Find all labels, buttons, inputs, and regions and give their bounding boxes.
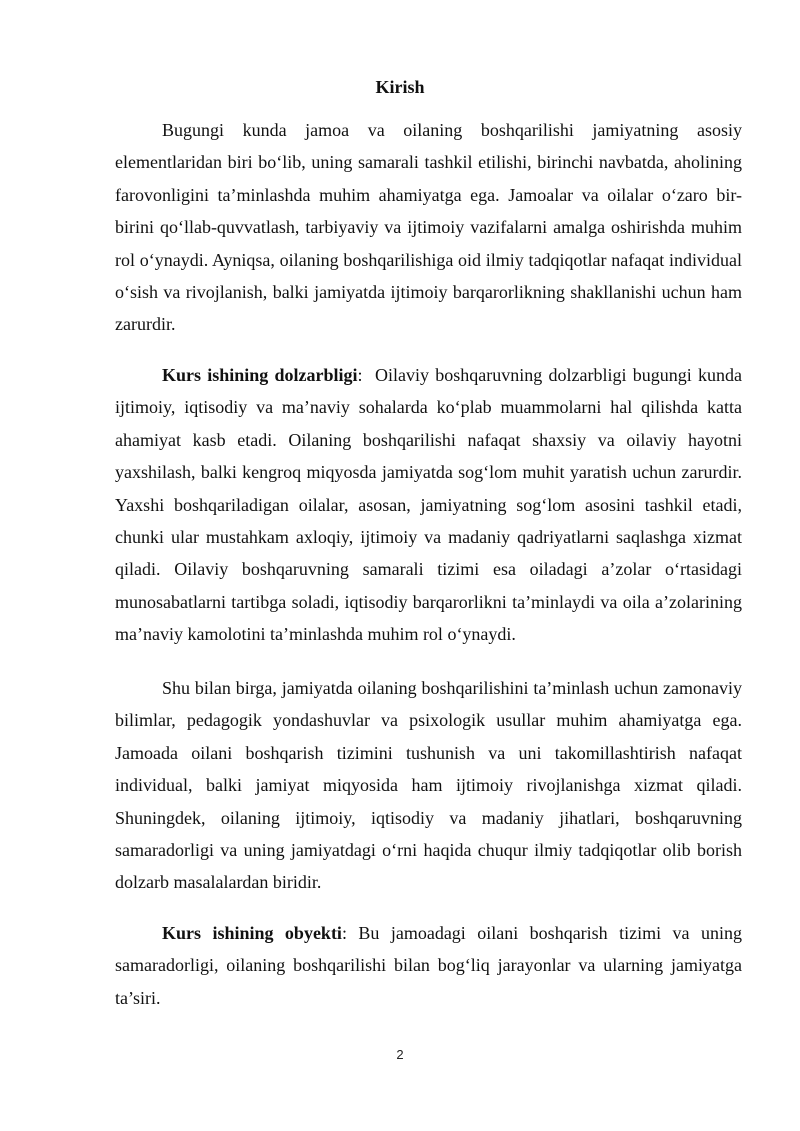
paragraph-text: Shu bilan birga, jamiyatda oilaning boshqarilishini ta’minlash uchun zamonaviy bilimlar, pedagogik yondashuvlar va psixologik usullar muhim ahamiyatga ega. Jamoada oilani boshqarish tizimini tushunish va uni takomillashtirish nafaqat individual, balki jamiyat miqyosida ham ijtimoiy rivojlanishga xizmat qiladi. Shuningdek, oilaning ijtimoiy, iqtisodiy va madaniy jihatlari, boshqaruvning samaradorligi va uning jamiyatdagi o‘rni haqida chuqur ilmiy tadqiqotlar olib borish dolzarb masalalardan biridir. xyxy=(115,678,742,893)
paragraph-text: Bu jamoadagi oilani boshqarish tizimi va uning samaradorligi, oilaning boshqarilishi bilan bog‘liq jarayonlar va ularning jamiyatga ta’siri. xyxy=(115,923,742,1008)
page-title: Kirish xyxy=(375,77,425,97)
paragraph-introduction xyxy=(115,114,742,341)
paragraph-lead: Kurs ishining dolzarbligi xyxy=(162,365,358,385)
paragraph-object xyxy=(115,917,742,1014)
paragraph-text: Oilaviy boshqaruvning dolzarbligi bugungi kunda ijtimoiy, iqtisodiy va ma’naviy sohalarda ko‘plab muammolarni hal qilishda katta ahamiyat kasb etadi. Oilaning boshqarilishi nafaqat shaxsiy va oilaviy hayotni yaxshilash, balki kengroq miqyosda jamiyatda sog‘lom muhit yaratish uchun zarurdir. Yaxshi boshqariladigan oilalar, asosan, jamiyatning sog‘lom asosini tashkil etadi, chunki ular mustahkam axloqiy, ijtimoiy va madaniy qadriyatlarni saqlashga xizmat qiladi. Oilaviy boshqaruvning samarali tizimi esa oiladagi a’zolar o‘rtasidagi munosabatlarni tartibga soladi, iqtisodiy barqarorlikni ta’minlaydi va oila a’zolarining ma’naviy kamolotini ta’minlashda muhim rol o‘ynaydi. xyxy=(115,365,747,645)
paragraph-lead: Kurs ishining obyekti xyxy=(162,923,342,943)
page-number: 2 xyxy=(396,1047,404,1062)
paragraph-separator: : xyxy=(357,365,363,385)
paragraph-context xyxy=(115,672,742,899)
paragraph-text: Bugungi kunda jamoa va oilaning boshqarilishi jamiyatning asosiy elementlaridan biri bo‘lib, uning samarali tashkil etilishi, birinchi navbatda, aholining farovonligini ta’minlashda muhim ahamiyatga ega. Jamoalar va oilalar o‘zaro bir-birini qo‘llab-quvvatlash, tarbiyaviy va ijtimoiy vazifalarni amalga oshirishda muhim rol o‘ynaydi. Ayniqsa, oilaning boshqarilishiga oid ilmiy tadqiqotlar nafaqat individual o‘sish va rivojlanish, balki jamiyatda ijtimoiy barqarorlikning shakllanishi uchun ham zarurdir. xyxy=(115,120,742,335)
paragraph-separator: : xyxy=(341,923,347,943)
paragraph-relevance xyxy=(115,359,747,651)
